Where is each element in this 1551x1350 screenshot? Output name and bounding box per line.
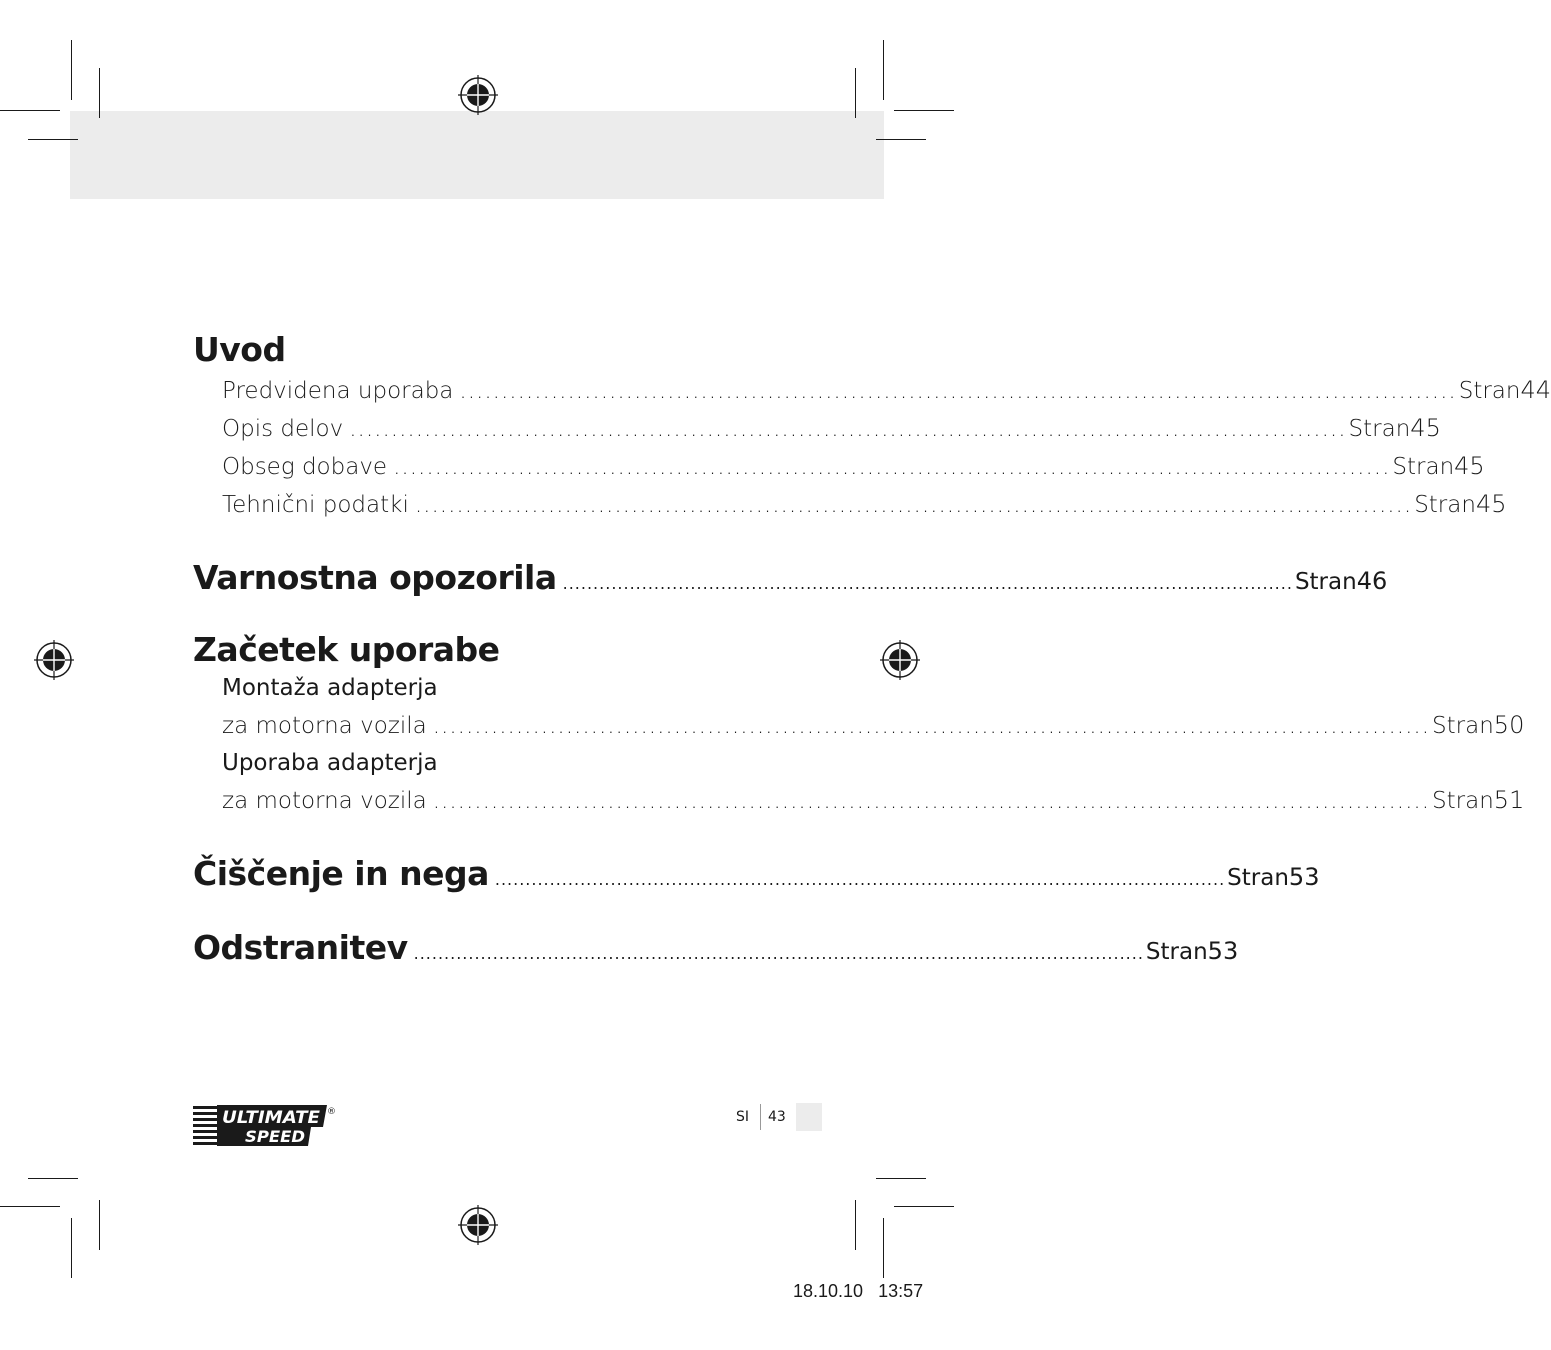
entry-label: za motorna vozila <box>222 713 427 739</box>
crop-mark <box>28 1178 78 1179</box>
dot-leader <box>563 574 1293 593</box>
dot-leader <box>433 708 1430 745</box>
dot-leader <box>393 449 1390 486</box>
dot-leader <box>349 411 1346 448</box>
entry-page: 53 <box>1288 863 1320 891</box>
entry-page: 45 <box>1410 414 1441 442</box>
entry-page: 53 <box>1207 937 1239 965</box>
entry-label: Opis delov <box>222 416 344 442</box>
crop-mark <box>894 1206 954 1207</box>
page-number: 43 <box>768 1109 786 1125</box>
entry-strana: Stran <box>1458 378 1521 404</box>
section-heading: Varnostna opozorila <box>193 558 557 597</box>
logo-text-speed: SPEED <box>245 1127 305 1146</box>
toc-entry[interactable] <box>193 410 1441 448</box>
logo-text-ultimate: ULTIMATE <box>222 1108 321 1128</box>
section-heading: Uvod <box>193 330 286 369</box>
entry-strana: Stran <box>1392 454 1455 480</box>
footer-tab <box>796 1103 822 1131</box>
entry-label: za motorna vozila <box>222 788 427 814</box>
registration-mark-icon <box>34 640 74 680</box>
entry-strana: Stran <box>1145 939 1208 965</box>
entry-label: Predvidena uporaba <box>222 378 454 404</box>
crop-mark <box>71 40 72 100</box>
crop-mark <box>883 1218 884 1278</box>
crop-mark <box>28 139 78 140</box>
registration-mark-icon <box>458 1205 498 1245</box>
crop-mark <box>876 1178 926 1179</box>
table-of-contents <box>193 330 1551 968</box>
crop-mark <box>99 1200 100 1250</box>
toc-section-cleaning[interactable] <box>193 854 1320 894</box>
dot-leader <box>495 870 1225 889</box>
crop-mark <box>876 139 926 140</box>
entry-page: 46 <box>1356 567 1388 595</box>
header-band <box>70 111 884 199</box>
toc-entry[interactable] <box>193 486 1507 524</box>
toc-entry[interactable] <box>193 372 1551 410</box>
toc-section-intro <box>193 330 1551 524</box>
entry-page: 45 <box>1475 490 1507 518</box>
registration-mark-icon <box>458 75 498 115</box>
dot-leader <box>433 783 1430 820</box>
crop-mark <box>99 68 100 118</box>
crop-mark <box>855 68 856 118</box>
entry-label: Tehnični podatki <box>222 492 409 518</box>
entry-strana: Stran <box>1294 569 1357 595</box>
entry-strana: Stran <box>1348 416 1411 442</box>
entry-label-line1: Montaža adapterja <box>222 675 438 701</box>
toc-section-disposal[interactable] <box>193 928 1239 968</box>
crop-mark <box>0 1206 60 1207</box>
footer-divider <box>760 1104 761 1130</box>
entry-page: 44 <box>1520 376 1551 404</box>
crop-mark <box>894 110 954 111</box>
entry-strana: Stran <box>1414 492 1476 518</box>
entry-page: 51 <box>1493 786 1525 814</box>
dot-leader <box>459 373 1456 410</box>
logo-registered-mark: ® <box>327 1107 336 1117</box>
entry-label: Obseg dobave <box>222 454 388 480</box>
toc-section-start <box>193 630 1525 820</box>
toc-entry[interactable] <box>193 782 1525 820</box>
ultimate-speed-logo <box>193 1100 336 1148</box>
section-heading: Odstranitev <box>193 928 408 967</box>
dot-leader <box>415 487 1412 524</box>
crop-mark <box>883 40 884 100</box>
crop-mark <box>71 1218 72 1278</box>
toc-section-safety[interactable] <box>193 558 1388 598</box>
entry-page: 45 <box>1454 452 1485 480</box>
toc-entry[interactable] <box>193 448 1485 486</box>
language-code: SI <box>736 1109 750 1125</box>
toc-entry[interactable] <box>193 707 1525 745</box>
entry-strana: Stran <box>1432 713 1494 739</box>
crop-mark <box>855 1200 856 1250</box>
entry-strana: Stran <box>1227 865 1289 891</box>
entry-strana: Stran <box>1432 788 1494 814</box>
dot-leader <box>414 944 1144 963</box>
entry-label-line1: Uporaba adapterja <box>222 750 438 776</box>
entry-page: 50 <box>1493 711 1525 739</box>
section-heading: Čiščenje in nega <box>193 854 489 893</box>
section-heading: Začetek uporabe <box>193 630 500 669</box>
crop-mark <box>0 110 60 111</box>
registration-mark-icon <box>880 640 920 680</box>
print-timestamp: 18.10.10 13:57 <box>793 1281 924 1301</box>
